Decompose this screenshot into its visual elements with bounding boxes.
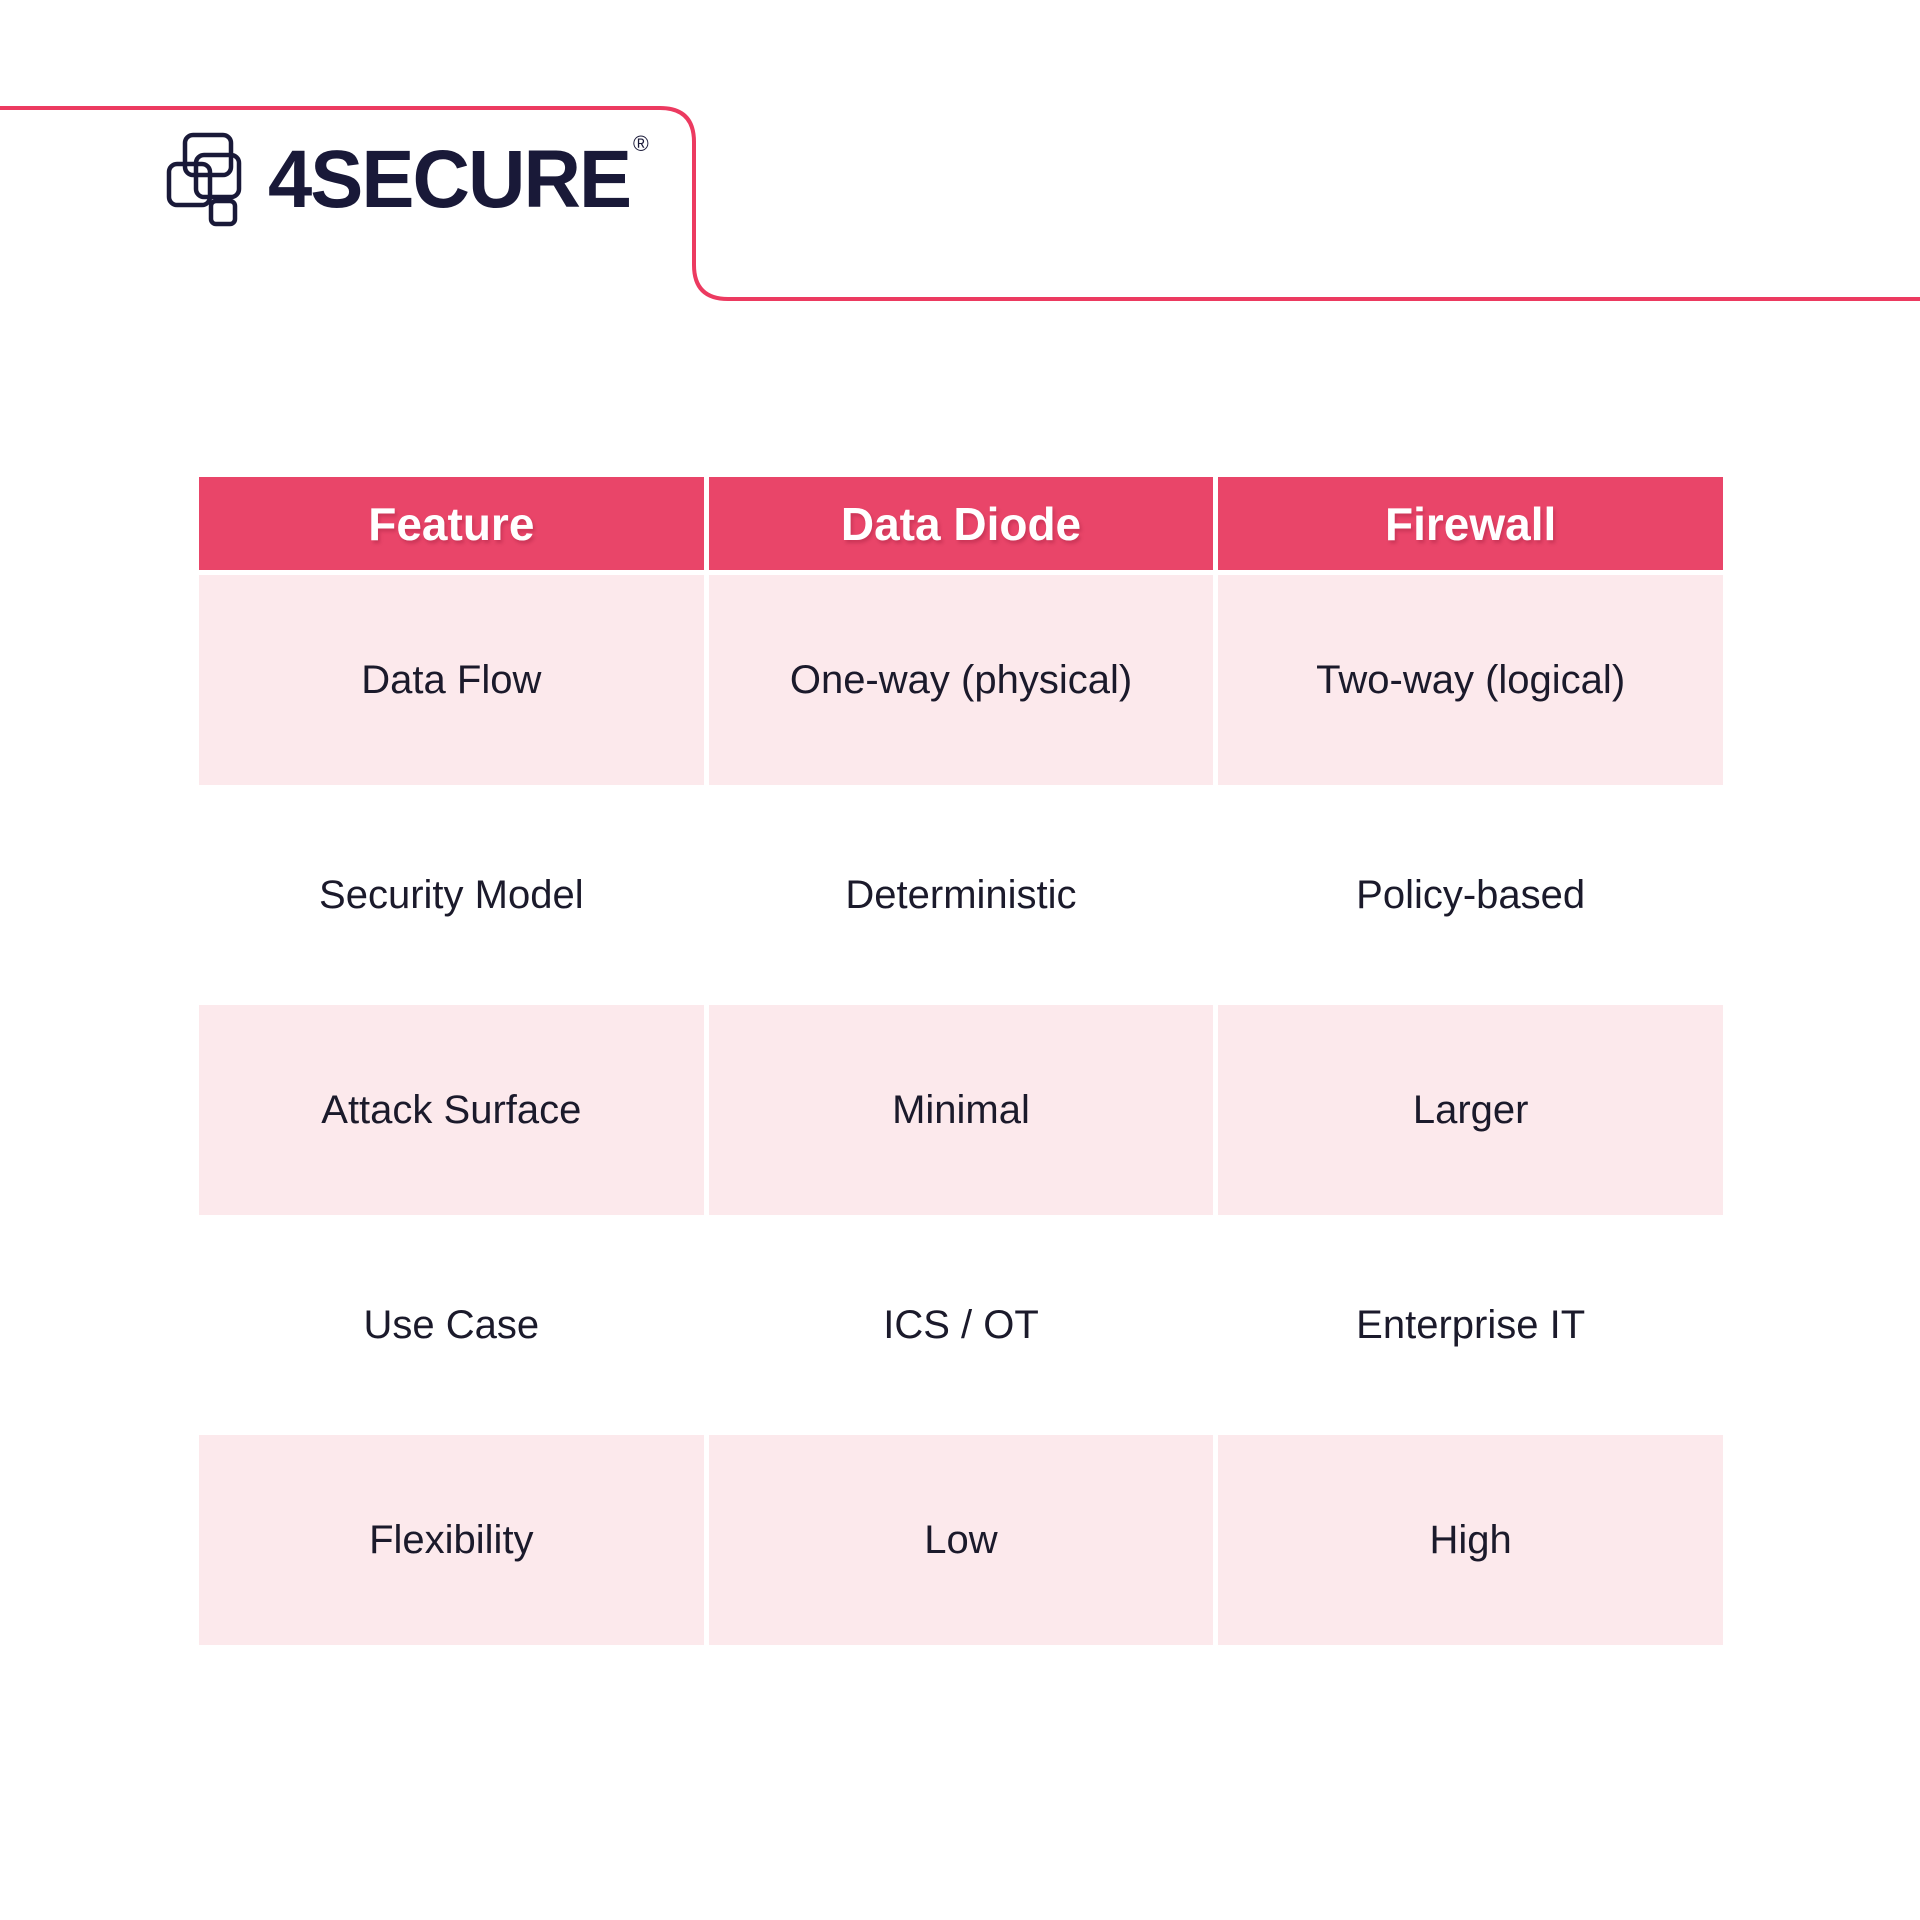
brand-name: 4SECURE xyxy=(268,134,631,225)
comparison-table xyxy=(199,477,1723,1645)
column-header-firewall: Firewall xyxy=(1218,477,1723,570)
column-header-feature: Feature xyxy=(199,477,704,570)
table-cell: Policy-based xyxy=(1218,790,1723,1000)
table-cell: High xyxy=(1218,1435,1723,1645)
column-header-data-diode: Data Diode xyxy=(709,477,1214,570)
table-cell: Two-way (logical) xyxy=(1218,575,1723,785)
table-cell: Flexibility xyxy=(199,1435,704,1645)
registered-trademark-symbol: ® xyxy=(633,131,649,156)
overlapping-squares-icon xyxy=(166,132,242,228)
table-cell: Enterprise IT xyxy=(1218,1220,1723,1430)
table-cell: Low xyxy=(709,1435,1214,1645)
table-cell: Security Model xyxy=(199,790,704,1000)
brand-wordmark xyxy=(268,131,649,225)
table-cell: Data Flow xyxy=(199,575,704,785)
table-cell: Deterministic xyxy=(709,790,1214,1000)
logo xyxy=(166,132,658,228)
table-cell: Use Case xyxy=(199,1220,704,1430)
table-cell: ICS / OT xyxy=(709,1220,1214,1430)
table-cell: One-way (physical) xyxy=(709,575,1214,785)
table-cell: Larger xyxy=(1218,1005,1723,1215)
table-cell: Attack Surface xyxy=(199,1005,704,1215)
table-cell: Minimal xyxy=(709,1005,1214,1215)
